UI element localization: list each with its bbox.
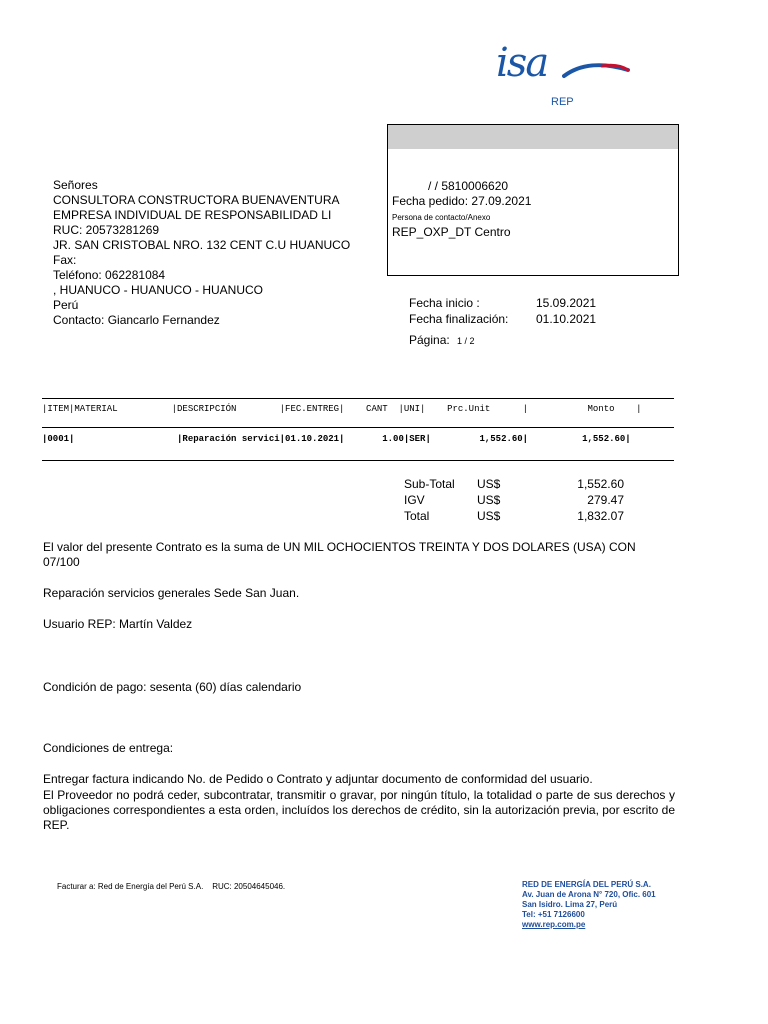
order-number: / / 5810006620: [428, 179, 509, 193]
total-row: [404, 509, 624, 525]
igv-label: IGV: [404, 493, 425, 507]
page-value: 1 / 2: [457, 336, 475, 346]
recipient-ruc: RUC: 20573281269: [53, 223, 160, 237]
user-text: Usuario REP: Martín Valdez: [43, 617, 193, 631]
recipient-name-line2: EMPRESA INDIVIDUAL DE RESPONSABILIDAD LI: [53, 208, 332, 222]
company-website: www.rep.com.pe: [522, 920, 586, 929]
payment-condition: Condición de pago: sesenta (60) días calendario: [43, 680, 302, 694]
company-phone: Tel: +51 7126600: [522, 910, 585, 919]
start-date-label: Fecha inicio :: [409, 296, 480, 310]
salutation: Señores: [53, 178, 98, 192]
service-description: Reparación servicios generales Sede San Juan.: [43, 586, 300, 600]
logo-brand-text: isa: [496, 40, 548, 86]
table-header: |ITEM|MATERIAL |DESCRIPCIÓN |FEC.ENTREG| CANT |UNI| Prc.Unit | Monto |: [42, 404, 642, 414]
company-address2: San Isidro. Lima 27, Perú: [522, 900, 618, 909]
recipient-name-line1: CONSULTORA CONSTRUCTORA BUENAVENTURA: [53, 193, 340, 207]
delivery-title: Condiciones de entrega:: [43, 741, 174, 755]
logo-sub-text: REP: [551, 96, 574, 108]
invoice-to-text: Facturar a: Red de Energía del Perú S.A. RUC: 20504645046.: [57, 882, 286, 891]
total-label: Total: [404, 509, 430, 523]
recipient-contact: Contacto: Giancarlo Fernandez: [53, 313, 220, 327]
contact-value: REP_OXP_DT Centro: [392, 225, 511, 239]
igv-row: [404, 493, 624, 509]
order-info-box: [387, 124, 679, 276]
subtotal-amount: 1,552.60: [577, 477, 624, 491]
isa-rep-logo: [482, 40, 632, 112]
order-box-header: [388, 125, 678, 149]
recipient-city: , HUANUCO - HUANUCO - HUANUCO: [53, 283, 263, 297]
subtotal-row: [404, 477, 624, 493]
total-currency: US$: [477, 509, 501, 523]
logo-swoosh-icon: [562, 60, 632, 82]
table-rule-top: [42, 398, 674, 399]
igv-currency: US$: [477, 493, 501, 507]
company-address-block: [522, 880, 656, 930]
company-address1: Av. Juan de Arona N° 720, Ofic. 601: [522, 890, 656, 899]
start-date-value: 15.09.2021: [536, 296, 597, 310]
company-name: RED DE ENERGÍA DEL PERÚ S.A.: [522, 880, 651, 889]
recipient-block: [53, 178, 350, 328]
recipient-address: JR. SAN CRISTOBAL NRO. 132 CENT C.U HUANUCO: [53, 238, 351, 252]
igv-amount: 279.47: [587, 493, 624, 507]
order-date: Fecha pedido: 27.09.2021: [392, 194, 532, 208]
recipient-country: Perú: [53, 298, 79, 312]
totals-block: [404, 477, 624, 525]
contract-value-text: El valor del presente Contrato es la suma de UN MIL OCHOCIENTOS TREINTA Y DOS DOLARES (USA) CON 07/100: [43, 540, 636, 569]
total-amount: 1,832.07: [577, 509, 624, 523]
subtotal-label: Sub-Total: [404, 477, 455, 491]
delivery-line1: Entregar factura indicando No. de Pedido o Contrato y adjuntar documento de conformidad del usuario.: [43, 772, 593, 786]
page-label: Página:: [409, 333, 450, 347]
table-row: |0001| |Reparación servici|01.10.2021| 1.00|SER| 1,552.60| 1,552.60|: [42, 434, 631, 444]
recipient-fax: Fax:: [53, 253, 77, 267]
contact-label: Persona de contacto/Anexo: [392, 213, 491, 222]
subtotal-currency: US$: [477, 477, 501, 491]
table-rule-bottom: [42, 460, 674, 461]
end-date-value: 01.10.2021: [536, 312, 597, 326]
end-date-label: Fecha finalización:: [409, 312, 509, 326]
recipient-phone: Teléfono: 062281084: [53, 268, 166, 282]
table-rule-header: [42, 427, 674, 428]
delivery-paragraph: El Proveedor no podrá ceder, subcontratar, transmitir o gravar, por ningún título, la totalidad o parte de sus derechos y obligaciones correspondientes a esta orden, incluídos los derechos de crédito, sin la autorización previa, por escrito de REP.: [43, 788, 675, 832]
